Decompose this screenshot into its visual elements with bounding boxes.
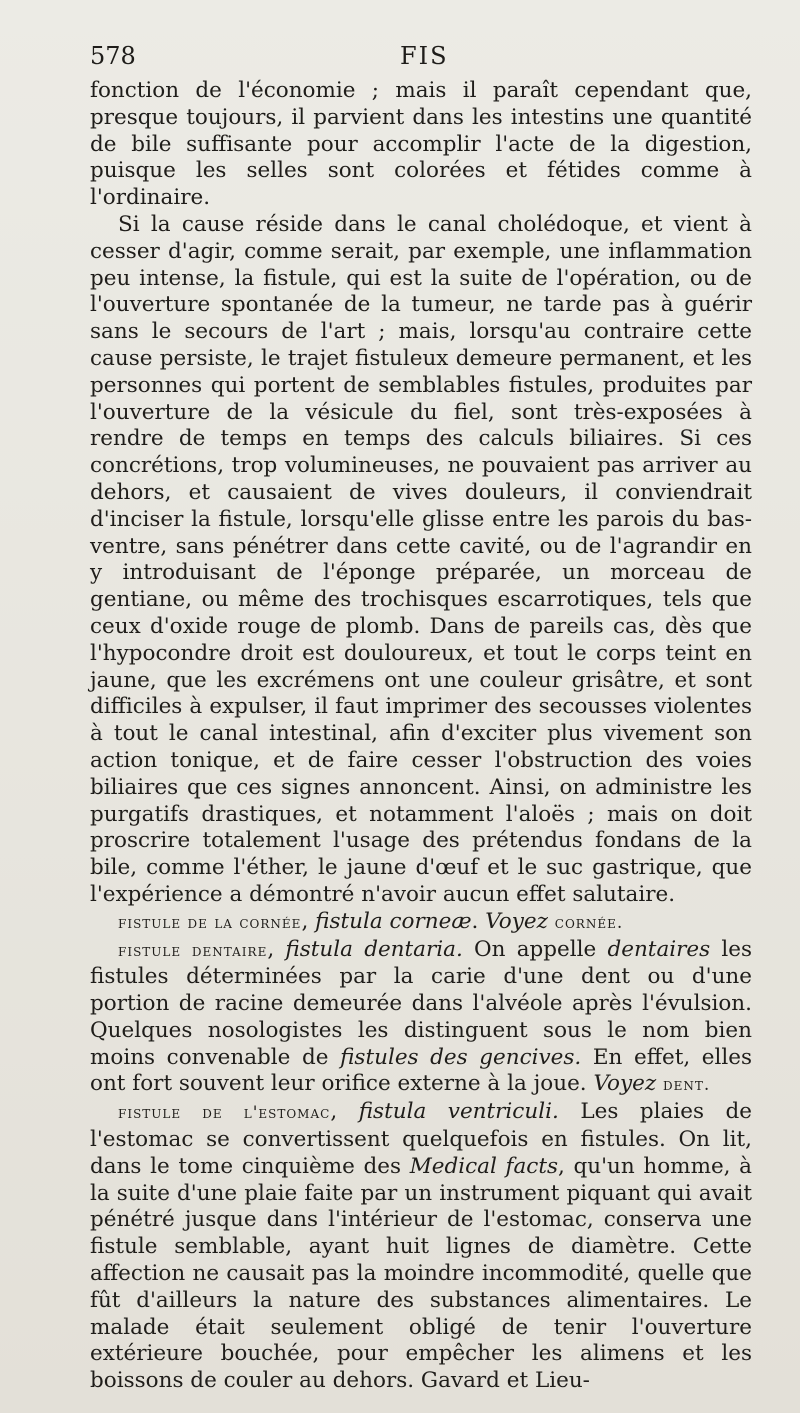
entry-term: fistule de la cornée [118, 912, 302, 933]
entry-text: En effet, elles ont fort souvent leur orifice externe à la joue. [90, 1044, 753, 1097]
entry-latin: fistula dentaria. [285, 936, 463, 962]
see-reference: dent. [663, 1075, 711, 1096]
see-label: Voyez [485, 908, 548, 934]
entry-text: On appelle [462, 936, 608, 962]
entry-latin: fistula corneæ [315, 908, 472, 934]
see-reference: cornée. [554, 912, 624, 933]
entry-fistule-dentaire: fistule dentaire, fistula dentaria. On appelle dentaires les fistules déterminées par la carie d'une dent ou d'une portion de racine demeurée dans l'alvéole après l'évulsion. Quelques nosologistes les distinguent sous le nom bien moins convenable de fistules des gencives. En effet, elles ont fort souvent leur orifice externe à la joue. Voyez dent. [90, 936, 753, 1097]
entry-fistule-cornee: fistule de la cornée, fistula corneæ. Voyez cornée. [118, 908, 624, 934]
entry-emphasis: fistules des gencives. [340, 1044, 582, 1070]
entry-text: les fistules déterminées par la carie d'une dent ou d'une portion de racine demeurée dans l'alvéole après l'évulsion. Quelques nosologistes les distinguent sous le nom bien moins convenable de [90, 936, 753, 1070]
entry-latin: fistula ventriculi. [358, 1099, 559, 1125]
entry-emphasis: Medical facts [409, 1153, 558, 1179]
entry-term: fistule dentaire [118, 940, 268, 961]
entry-text: Les plaies de l'estomac se convertissent quelquefois en fistules. On lit, dans le tome cinquième des [90, 1099, 752, 1179]
entry-term: fistule de l'estomac [118, 1103, 331, 1124]
entry-text: , qu'un homme, à la suite d'une plaie faite par un instrument piquant qui avait pénétré jusque dans l'intérieur de l'estomac, conserva une fistule semblable, ayant huit lignes de diamètre. Cette affection ne causait pas la moindre incommodité, quelle que fût d'ailleurs la nature des substances alimentaires. Le malade était seulement obligé de tenir l'ouverture extérieure bouchée, pour empêcher les alimens et les boissons de couler au dehors. Gavard et Lieu- [90, 1153, 752, 1394]
paragraph: Si la cause réside dans le canal cholédoque, et vient à cesser d'agir, comme serait, par exemple, une inflammation peu intense, la fistule, qui est la suite de l'opération, ou de l'ouverture spontanée de la tumeur, ne tarde pas à guérir sans le secours de l'art ; mais, lorsqu'au contraire cette cause persiste, le trajet fistuleux demeure permanent, et les personnes qui portent de semblables fistules, produites par l'ouverture de la vésicule du fiel, sont très-exposées à rendre de temps en temps des calculs biliaires. Si ces concrétions, trop volumineuses, ne pouvaient pas arriver au dehors, et causaient de vives douleurs, il conviendrait d'inciser la fistule, lorsqu'elle glisse entre les parois du bas-ventre, sans pénétrer dans cette cavité, ou de l'agrandir en y introduisant de l'éponge préparée, un morceau de gentiane, ou même des trochisques escarrotiques, tels que ceux d'oxide rouge de plomb. Dans de pareils cas, dès que l'hypocondre droit est douloureux, et tout le corps teint en jaune, que les excrémens ont une couleur grisâtre, et sont difficiles à expulser, il faut imprimer des secousses violentes à tout le canal intestinal, afin d'exciter plus vivement son action tonique, et de faire cesser l'obstruction des voies biliaires que ces signes annoncent. Ainsi, on administre les purgatifs drastiques, et notamment l'aloës ; mais on doit proscrire totalement l'usage des prétendus fondans de la bile, comme l'éther, le jaune d'œuf et le suc gastrique, que l'expérience a démontré n'avoir aucun effet salutaire. [90, 211, 752, 907]
page-body [90, 78, 752, 1395]
entry-emphasis: dentaires [607, 936, 711, 962]
entry-fistule-estomac: fistule de l'estomac, fistula ventriculi. Les plaies de l'estomac se convertissent quelquefois en fistules. On lit, dans le tome cinquième des Medical facts, qu'un homme, à la suite d'une plaie faite par un instrument piquant qui avait pénétré jusque dans l'intérieur de l'estomac, conserva une fistule semblable, ayant huit lignes de diamètre. Cette affection ne causait pas la moindre incommodité, quelle que fût d'ailleurs la nature des substances alimentaires. Le malade était seulement obligé de tenir l'ouverture extérieure bouchée, pour empêcher les alimens et les boissons de couler au dehors. Gavard et Lieu- [90, 1099, 752, 1394]
see-label: Voyez [593, 1071, 657, 1097]
paragraph: fonction de l'économie ; mais il paraît cependant que, presque toujours, il parvient dans les intestins une quantité de bile suffisante pour accomplir l'acte de la digestion, puisque les selles sont colorées et fétides comme à l'ordinaire. [90, 78, 752, 211]
page-header [90, 42, 750, 78]
running-title: FIS [400, 42, 449, 70]
page-number: 578 [90, 42, 136, 70]
